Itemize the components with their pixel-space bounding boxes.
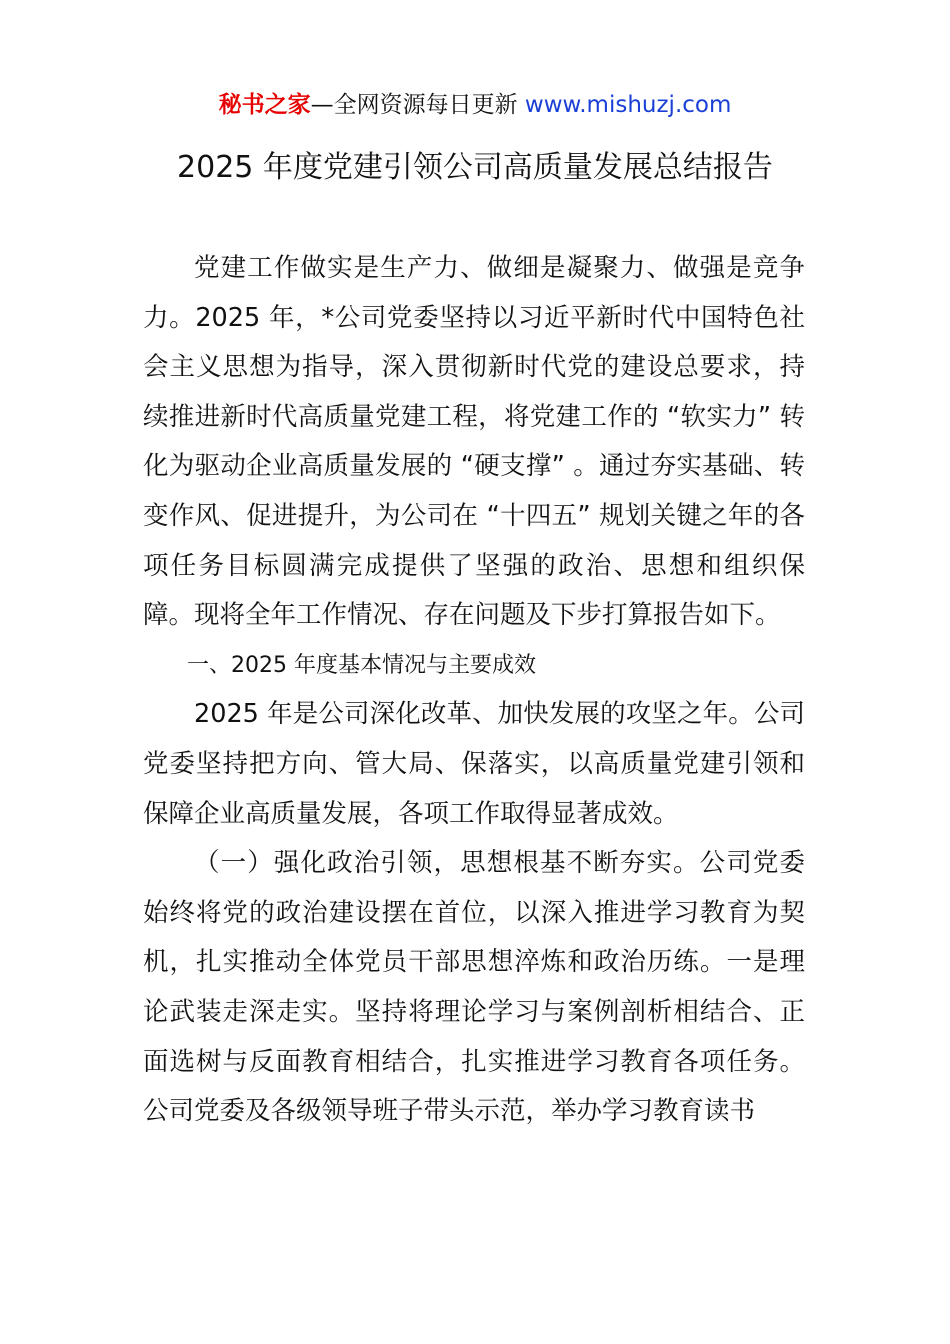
site-header (0, 88, 950, 122)
section-heading: 一、2025 年度基本情况与主要成效 (187, 652, 536, 678)
document-body (143, 244, 805, 1137)
body-paragraph: （一）强化政治引领，思想根基不断夯实。公司党委始终将党的政治建设摆在首位，以深入推进学习教育为契机，扎实推动全体党员干部思想淬炼和政治历练。一是理论武装走深走实。坚持将理论学习与案例剖析相结合、正面选树与反面教育相结合，扎实推进学习教育各项任务。公司党委及各级领导班子带头示范，举办学习教育读书 (143, 848, 805, 1127)
site-url-link[interactable]: www.mishuzj.com (524, 92, 732, 118)
intro-paragraph: 党建工作做实是生产力、做细是凝聚力、做强是竞争力。2025 年，*公司党委坚持以习近平新时代中国特色社会主义思想为指导，深入贯彻新时代党的建设总要求，持续推进新时代高质量党建工程，将党建工作的 “软实力” 转化为驱动企业高质量发展的 “硬支撑” 。通过夯实基础、转变作风、促进提升，为公司在 “十四五” 规划关键之年的各项任务目标圆满完成提供了坚强的政治、思想和组织保障。现将全年工作情况、存在问题及下步打算报告如下。 (143, 253, 805, 631)
body-paragraph: 2025 年是公司深化改革、加快发展的攻坚之年。公司党委坚持把方向、管大局、保落实，以高质量党建引领和保障企业高质量发展，各项工作取得显著成效。 (143, 699, 805, 829)
site-slogan: —全网资源每日更新 (310, 92, 525, 118)
site-name: 秘书之家 (218, 92, 311, 118)
document-title: 2025 年度党建引领公司高质量发展总结报告 (177, 150, 773, 185)
